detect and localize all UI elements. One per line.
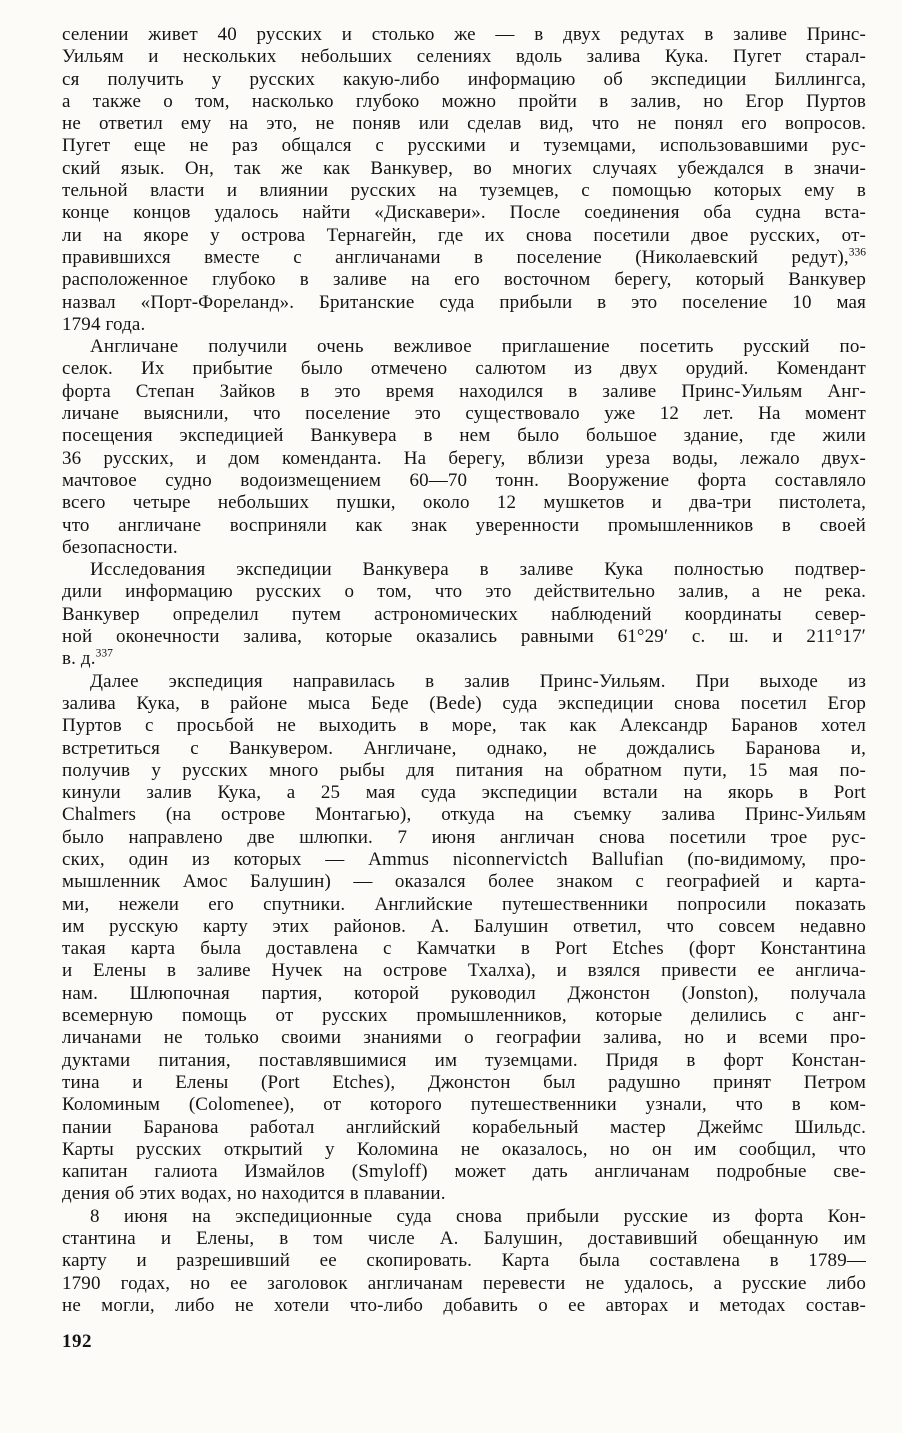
footnote-ref: 337 xyxy=(95,647,113,660)
text-line: ми, нежели его спутники. Английские путешественники попросили показать xyxy=(62,893,866,915)
text-line: встретиться с Ванкувером. Англичане, однако, не дождались Баранова и, xyxy=(62,737,866,759)
text-line: Далее экспедиция направилась в залив Принс-Уильям. При выходе из xyxy=(90,670,866,692)
text-line: дения об этих водах, но находится в плавании. xyxy=(62,1183,446,1205)
text-line: было направлено две шлюпки. 7 июня англичан снова посетили трое рус- xyxy=(62,826,866,848)
text-line: нам. Шлюпочная партия, которой руководил Джонстон (Jonston), получала xyxy=(62,982,866,1004)
text-line: такая карта была доставлена с Камчатки в Port Etches (форт Константина xyxy=(62,938,866,960)
text-line: безопасности. xyxy=(62,536,178,558)
text-line: ских, один из которых — Ammus niconnervictch Ballufian (по-видимому, про- xyxy=(62,848,866,870)
text-line: ли на якоре у острова Тернагейн, где их снова посетили двое русских, от- xyxy=(62,224,866,246)
text-line: Ванкувер определил путем астрономических наблюдений координаты север- xyxy=(62,603,866,625)
text-block xyxy=(62,24,866,1317)
text-line: дили информацию русских о том, что это действительно залив, а не река. xyxy=(62,581,866,603)
text-line: в. д.$^{337}$ xyxy=(62,647,113,670)
text-line: личанами не только своими знаниями о географии залива, но и всеми про- xyxy=(62,1027,866,1049)
footnote-ref: 336 xyxy=(848,246,866,259)
text-line: Коломиным (Colomenee), от которого путешественники узнали, что в ком- xyxy=(62,1094,866,1116)
paragraph xyxy=(62,1206,866,1317)
text-line: Англичане получили очень вежливое приглашение посетить русский по- xyxy=(90,336,866,358)
text-line: 1790 годах, но ее заголовок англичанам перевести не удалось, а русские либо xyxy=(62,1272,866,1294)
text-line: ной оконечности залива, которые оказались равными 61°29′ с. ш. и 211°17′ xyxy=(62,626,866,648)
text-line: правившихся вместе с англичанами в поселение (Николаевский редут),$^{336}$ xyxy=(62,246,866,268)
text-line: расположенное глубоко в заливе на его восточном берегу, который Ванкувер xyxy=(62,269,866,291)
text-line: залива Кука, в районе мыса Беде (Bede) суда экспедиции снова посетил Егор xyxy=(62,692,866,714)
text-line: 8 июня на экспедиционные суда снова прибыли русские из форта Кон- xyxy=(90,1205,866,1227)
text-line: всемерную помощь от русских промышленников, которые делились с анг- xyxy=(62,1005,866,1027)
paragraph xyxy=(62,24,866,336)
text-line: Chalmers (на острове Монтагью), откуда на съемку залива Принс-Уильям xyxy=(62,804,866,826)
paragraph xyxy=(62,559,866,670)
text-line: не ответил ему на это, не поняв или сделав вид, что не понял его вопросов. xyxy=(62,113,866,135)
text-line: 1794 года. xyxy=(62,313,146,335)
paragraph xyxy=(62,336,866,559)
text-line: Карты русских открытий у Коломина не оказалось, но он им сообщил, что xyxy=(62,1138,866,1160)
text-line: 36 русских, и дом коменданта. На берегу, вблизи уреза воды, лежало двух- xyxy=(62,447,866,469)
text-line: им русскую карту этих районов. А. Балушин ответил, что совсем недавно xyxy=(62,915,866,937)
text-line: личане выяснили, что поселение это существовало уже 12 лет. На момент xyxy=(62,403,866,425)
text-line: Пугет еще не раз общался с русскими и туземцами, использовавшими рус- xyxy=(62,135,866,157)
text-line: Исследования экспедиции Ванкувера в заливе Кука полностью подтвер- xyxy=(90,559,866,581)
text-line: мачтовое судно водоизмещением 60—70 тонн. Вооружение форта составляло xyxy=(62,469,866,491)
text-line: и Елены в заливе Нучек на острове Тхалха), и взялся привести ее англича- xyxy=(62,960,866,982)
text-line: карту и разрешивший ее скопировать. Карта была составлена в 1789— xyxy=(62,1250,866,1272)
text-line: посещения экспедицией Ванкувера в нем было большое здание, где жили xyxy=(62,425,866,447)
text-line: получив у русских много рыбы для питания на обратном пути, 15 мая по- xyxy=(62,759,866,781)
text-line: капитан галиота Измайлов (Smyloff) может дать англичанам подробные све- xyxy=(62,1161,866,1183)
text-line: Пуртов с просьбой не выходить в море, так как Александр Баранов хотел xyxy=(62,715,866,737)
paragraph xyxy=(62,671,866,1206)
text-line: селок. Их прибытие было отмечено салютом из двух орудий. Комендант xyxy=(62,358,866,380)
text-line: кинули залив Кука, а 25 мая суда экспедиции встали на якорь в Port xyxy=(62,782,866,804)
text-line: форта Степан Зайков в это время находился в заливе Принс-Уильям Анг- xyxy=(62,380,866,402)
text-line: конце концов удалось найти «Дискавери». После соединения оба судна вста- xyxy=(62,202,866,224)
text-line: ся получить у русских какую-либо информацию об экспедиции Биллингса, xyxy=(62,68,866,90)
text-line: дуктами питания, поставлявшимися им туземцами. Придя в форт Констан- xyxy=(62,1049,866,1071)
text-line: стантина и Елены, в том числе А. Балушин, доставивший обещанную им xyxy=(62,1228,866,1250)
text-line: тельной власти и влиянии русских на туземцев, с помощью которых ему в xyxy=(62,180,866,202)
text-line: тина и Елены (Port Etches), Джонстон был радушно принят Петром xyxy=(62,1071,866,1093)
text-line: а также о том, насколько глубоко можно пройти в залив, но Егор Пуртов xyxy=(62,90,866,112)
text-line: назвал «Порт-Фореланд». Британские суда прибыли в это поселение 10 мая xyxy=(62,291,866,313)
text-line: мышленник Амос Балушин) — оказался более знаком с географией и карта- xyxy=(62,871,866,893)
page-number: 192 xyxy=(62,1331,92,1353)
text-line: селении живет 40 русских и столько же — в двух редутах в заливе Принс- xyxy=(62,24,866,45)
text-line: не могли, либо не хотели что-либо добавить о ее авторах и методах состав- xyxy=(62,1294,866,1316)
text-line: Уильям и нескольких небольших селениях вдоль залива Кука. Пугет старал- xyxy=(62,46,866,68)
text-line: что англичане восприняли как знак уверенности промышленников в своей xyxy=(62,514,866,536)
text-line: ский язык. Он, так же как Ванкувер, во многих случаях убеждался в значи- xyxy=(62,157,866,179)
text-line: всего четыре небольших пушки, около 12 мушкетов и два-три пистолета, xyxy=(62,492,866,514)
text-line: пании Баранова работал английский корабельный мастер Джеймс Шильдс. xyxy=(62,1116,866,1138)
